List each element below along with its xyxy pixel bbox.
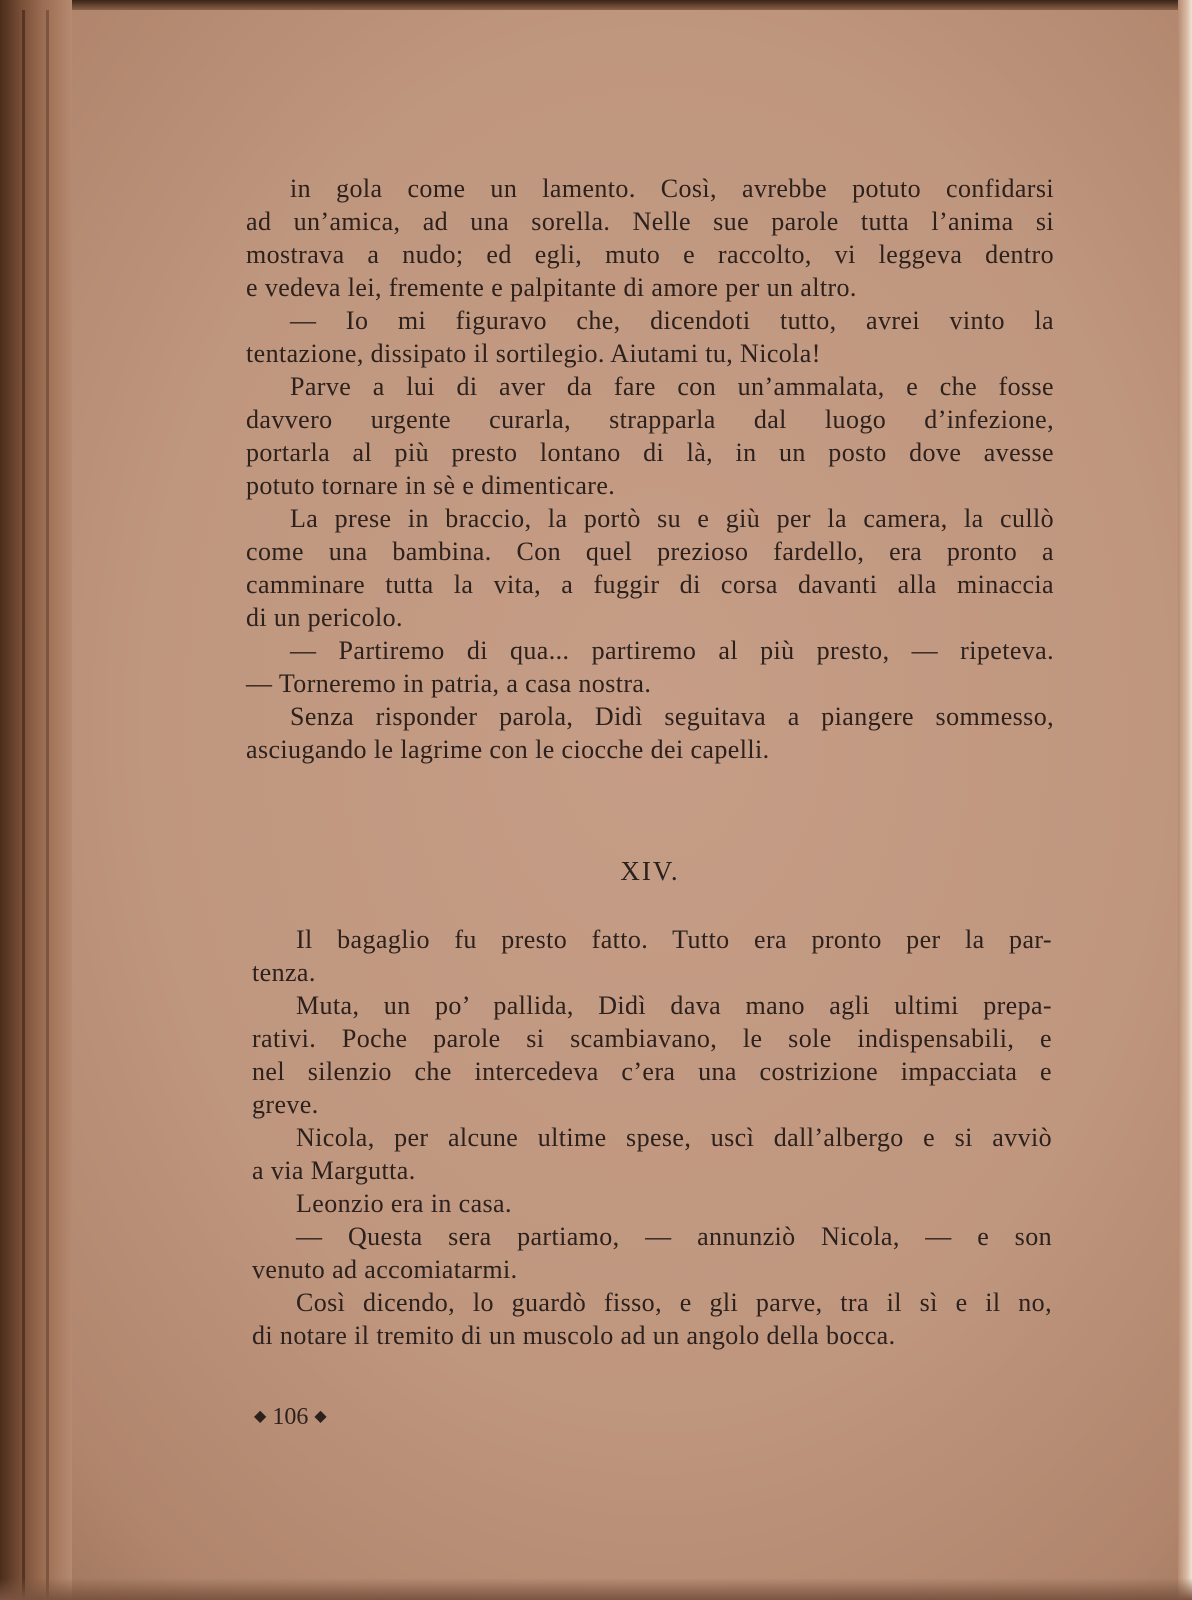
- paragraph: [252, 1187, 1052, 1220]
- text-line: nel silenzio che intercedeva c’era una costrizione impacciata e: [252, 1057, 1052, 1086]
- text-line: potuto tornare in sè e dimenticare.: [246, 471, 616, 500]
- text-line: Parve a lui di aver da fare con un’ammalata, e che fosse: [290, 372, 1054, 401]
- paragraph: [246, 304, 1054, 370]
- text-line: Così dicendo, lo guardò fisso, e gli parve, tra il sì e il no,: [296, 1288, 1052, 1317]
- text-line: di un pericolo.: [246, 603, 403, 632]
- paragraph: [246, 172, 1054, 304]
- book-gutter: [0, 0, 72, 1600]
- page-bottom-edge: [0, 1578, 1192, 1600]
- text-line: ad un’amica, ad una sorella. Nelle sue parole tutta l’anima si: [246, 207, 1054, 236]
- page-number: 106: [272, 1404, 309, 1430]
- text-line: tenza.: [252, 958, 316, 987]
- text-line: come una bambina. Con quel prezioso fardello, era pronto a: [246, 537, 1054, 566]
- ornament-icon: ◆: [254, 1408, 267, 1425]
- page-top-edge: [0, 0, 1192, 10]
- text-line: venuto ad accomiatarmi.: [252, 1255, 518, 1284]
- text-line: Muta, un po’ pallida, Didì dava mano agli ultimi prepa-: [296, 991, 1052, 1020]
- body-text-bottom: [252, 923, 1052, 1352]
- gutter-binding-line: [22, 10, 25, 1600]
- text-line: — Partiremo di qua... partiremo al più presto, — ripeteva.: [290, 636, 1054, 665]
- text-line: Leonzio era in casa.: [296, 1189, 512, 1218]
- text-line: Senza risponder parola, Didì seguitava a piangere sommesso,: [290, 702, 1054, 731]
- text-line: — Torneremo in patria, a casa nostra.: [246, 669, 652, 698]
- paragraph: [252, 923, 1052, 989]
- text-line: di notare il tremito di un muscolo ad un angolo della bocca.: [252, 1321, 896, 1350]
- text-line: — Questa sera partiamo, — annunziò Nicola, — e son: [296, 1222, 1052, 1251]
- text-line: camminare tutta la vita, a fuggir di corsa davanti alla minaccia: [246, 570, 1054, 599]
- paragraph: [246, 700, 1054, 766]
- gutter-binding-line: [46, 10, 49, 1600]
- body-text-top: [246, 172, 1054, 766]
- paragraph: [246, 502, 1054, 634]
- text-line: portarla al più presto lontano di là, in un posto dove avesse: [246, 438, 1054, 467]
- text-line: La prese in braccio, la portò su e giù per la camera, la cullò: [290, 504, 1054, 533]
- paragraph: [252, 989, 1052, 1121]
- paragraph: [246, 370, 1054, 502]
- text-line: Nicola, per alcune ultime spese, uscì dall’albergo e si avviò: [296, 1123, 1052, 1152]
- chapter-heading: XIV.: [620, 856, 680, 886]
- text-line: e vedeva lei, fremente e palpitante di amore per un altro.: [246, 273, 857, 302]
- paragraph: [246, 634, 1054, 700]
- ornament-icon: ◆: [314, 1408, 327, 1425]
- text-line: asciugando le lagrime con le ciocche dei capelli.: [246, 735, 770, 764]
- paragraph: [252, 1286, 1052, 1352]
- page-number-footer: [254, 1404, 327, 1431]
- text-line: — Io mi figuravo che, dicendoti tutto, avrei vinto la: [290, 306, 1054, 335]
- page-right-edge: [1178, 0, 1192, 1600]
- text-line: tentazione, dissipato il sortilegio. Aiutami tu, Nicola!: [246, 339, 821, 368]
- text-line: Il bagaglio fu presto fatto. Tutto era pronto per la par-: [296, 925, 1052, 954]
- text-line: in gola come un lamento. Così, avrebbe potuto confidarsi: [290, 174, 1054, 203]
- paragraph: [252, 1220, 1052, 1286]
- text-line: davvero urgente curarla, strapparla dal luogo d’infezione,: [246, 405, 1054, 434]
- text-line: mostrava a nudo; ed egli, muto e raccolto, vi leggeva dentro: [246, 240, 1054, 269]
- text-line: a via Margutta.: [252, 1156, 416, 1185]
- paragraph: [252, 1121, 1052, 1187]
- text-line: greve.: [252, 1090, 319, 1119]
- text-line: rativi. Poche parole si scambiavano, le sole indispensabili, e: [252, 1024, 1052, 1053]
